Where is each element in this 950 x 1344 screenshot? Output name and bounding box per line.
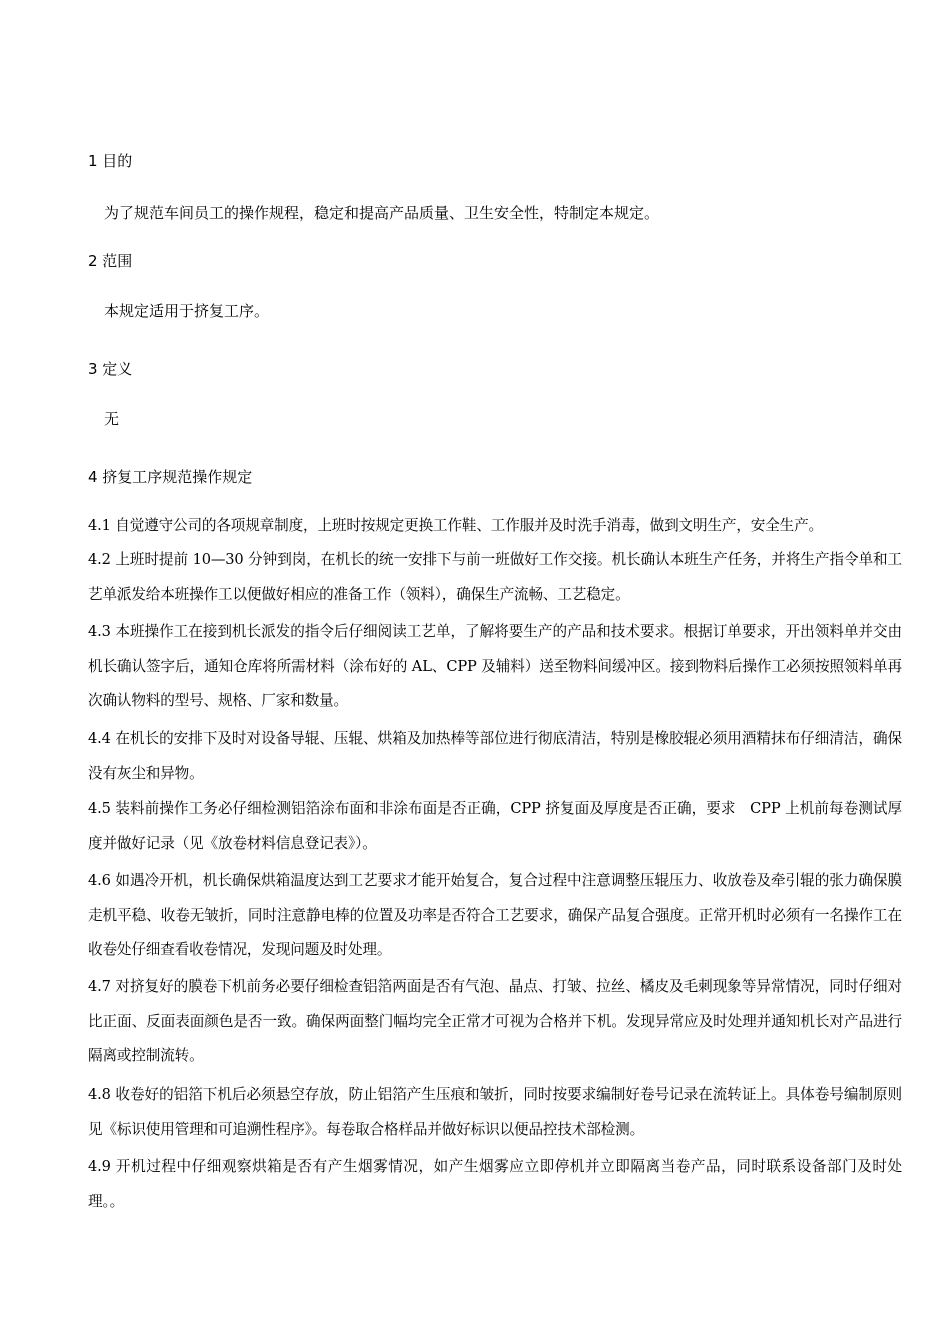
clause-4-7: 4.7 对挤复好的膜卷下机前务必要仔细检查铝箔两面是否有气泡、晶点、打皱、拉丝、橘皮及毛刺现象等异常情况，同时仔细对比正面、反面表面颜色是否一致。确保两面整门幅均完全正常才可视为合格并下机。发现异常应及时处理并通知机长对产品进行隔离或控制流转。: [88, 978, 902, 1064]
section-1-body: 为了规范车间员工的操作规程，稳定和提高产品质量、卫生安全性，特制定本规定。: [104, 204, 660, 222]
section-1-heading: 1 目的: [88, 152, 133, 170]
section-2-heading: 2 范围: [88, 252, 133, 270]
clause-4-1: 4.1 自觉遵守公司的各项规章制度，上班时按规定更换工作鞋、工作服并及时洗手消毒，做到文明生产，安全生产。: [88, 517, 823, 534]
section-2-body: 本规定适用于挤复工序。: [104, 302, 270, 320]
clause-4-8: 4.8 收卷好的铝箔下机后必须悬空存放，防止铝箔产生压痕和皱折，同时按要求编制好卷号记录在流转证上。具体卷号编制原则见《标识使用管理和可追溯性程序》。每卷取合格样品并做好标识以便品控技术部检测。: [88, 1086, 902, 1138]
clause-4-2: 4.2 上班时提前 10—30 分钟到岗，在机长的统一安排下与前一班做好工作交接。机长确认本班生产任务，并将生产指令单和工艺单派发给本班操作工以便做好相应的准备工作（领料），确保生产流畅、工艺稳定。: [88, 551, 902, 603]
section-3-heading: 3 定义: [88, 360, 133, 378]
clause-4-3: 4.3 本班操作工在接到机长派发的指令后仔细阅读工艺单，了解将要生产的产品和技术要求。根据订单要求，开出领料单并交由机长确认签字后，通知仓库将所需材料（涂布好的 AL、CPP 及辅料）送至物料间缓冲区。接到物料后操作工必须按照领料单再次确认物料的型号、规格、厂家和数量。: [88, 623, 902, 709]
clause-4-5: 4.5 装料前操作工务必仔细检测铝箔涂布面和非涂布面是否正确，CPP 挤复面及厚度是否正确，要求 CPP 上机前每卷测试厚度并做好记录（见《放卷材料信息登记表》）。: [88, 800, 902, 852]
clause-4-4: 4.4 在机长的安排下及时对设备导辊、压辊、烘箱及加热棒等部位进行彻底清洁，特别是橡胶辊必须用酒精抹布仔细清洁，确保没有灰尘和异物。: [88, 730, 902, 782]
clause-4-9: 4.9 开机过程中仔细观察烘箱是否有产生烟雾情况，如产生烟雾应立即停机并立即隔离当卷产品，同时联系设备部门及时处理。。: [88, 1158, 902, 1210]
section-3-body: 无: [104, 410, 120, 428]
clause-4-6: 4.6 如遇冷开机，机长确保烘箱温度达到工艺要求才能开始复合，复合过程中注意调整压辊压力、收放卷及牵引辊的张力确保膜走机平稳、收卷无皱折，同时注意静电棒的位置及功率是否符合工艺要求，确保产品复合强度。正常开机时必须有一名操作工在收卷处仔细查看收卷情况，发现问题及时处理。: [88, 872, 902, 958]
section-4-heading: 4 挤复工序规范操作规定: [88, 468, 253, 486]
